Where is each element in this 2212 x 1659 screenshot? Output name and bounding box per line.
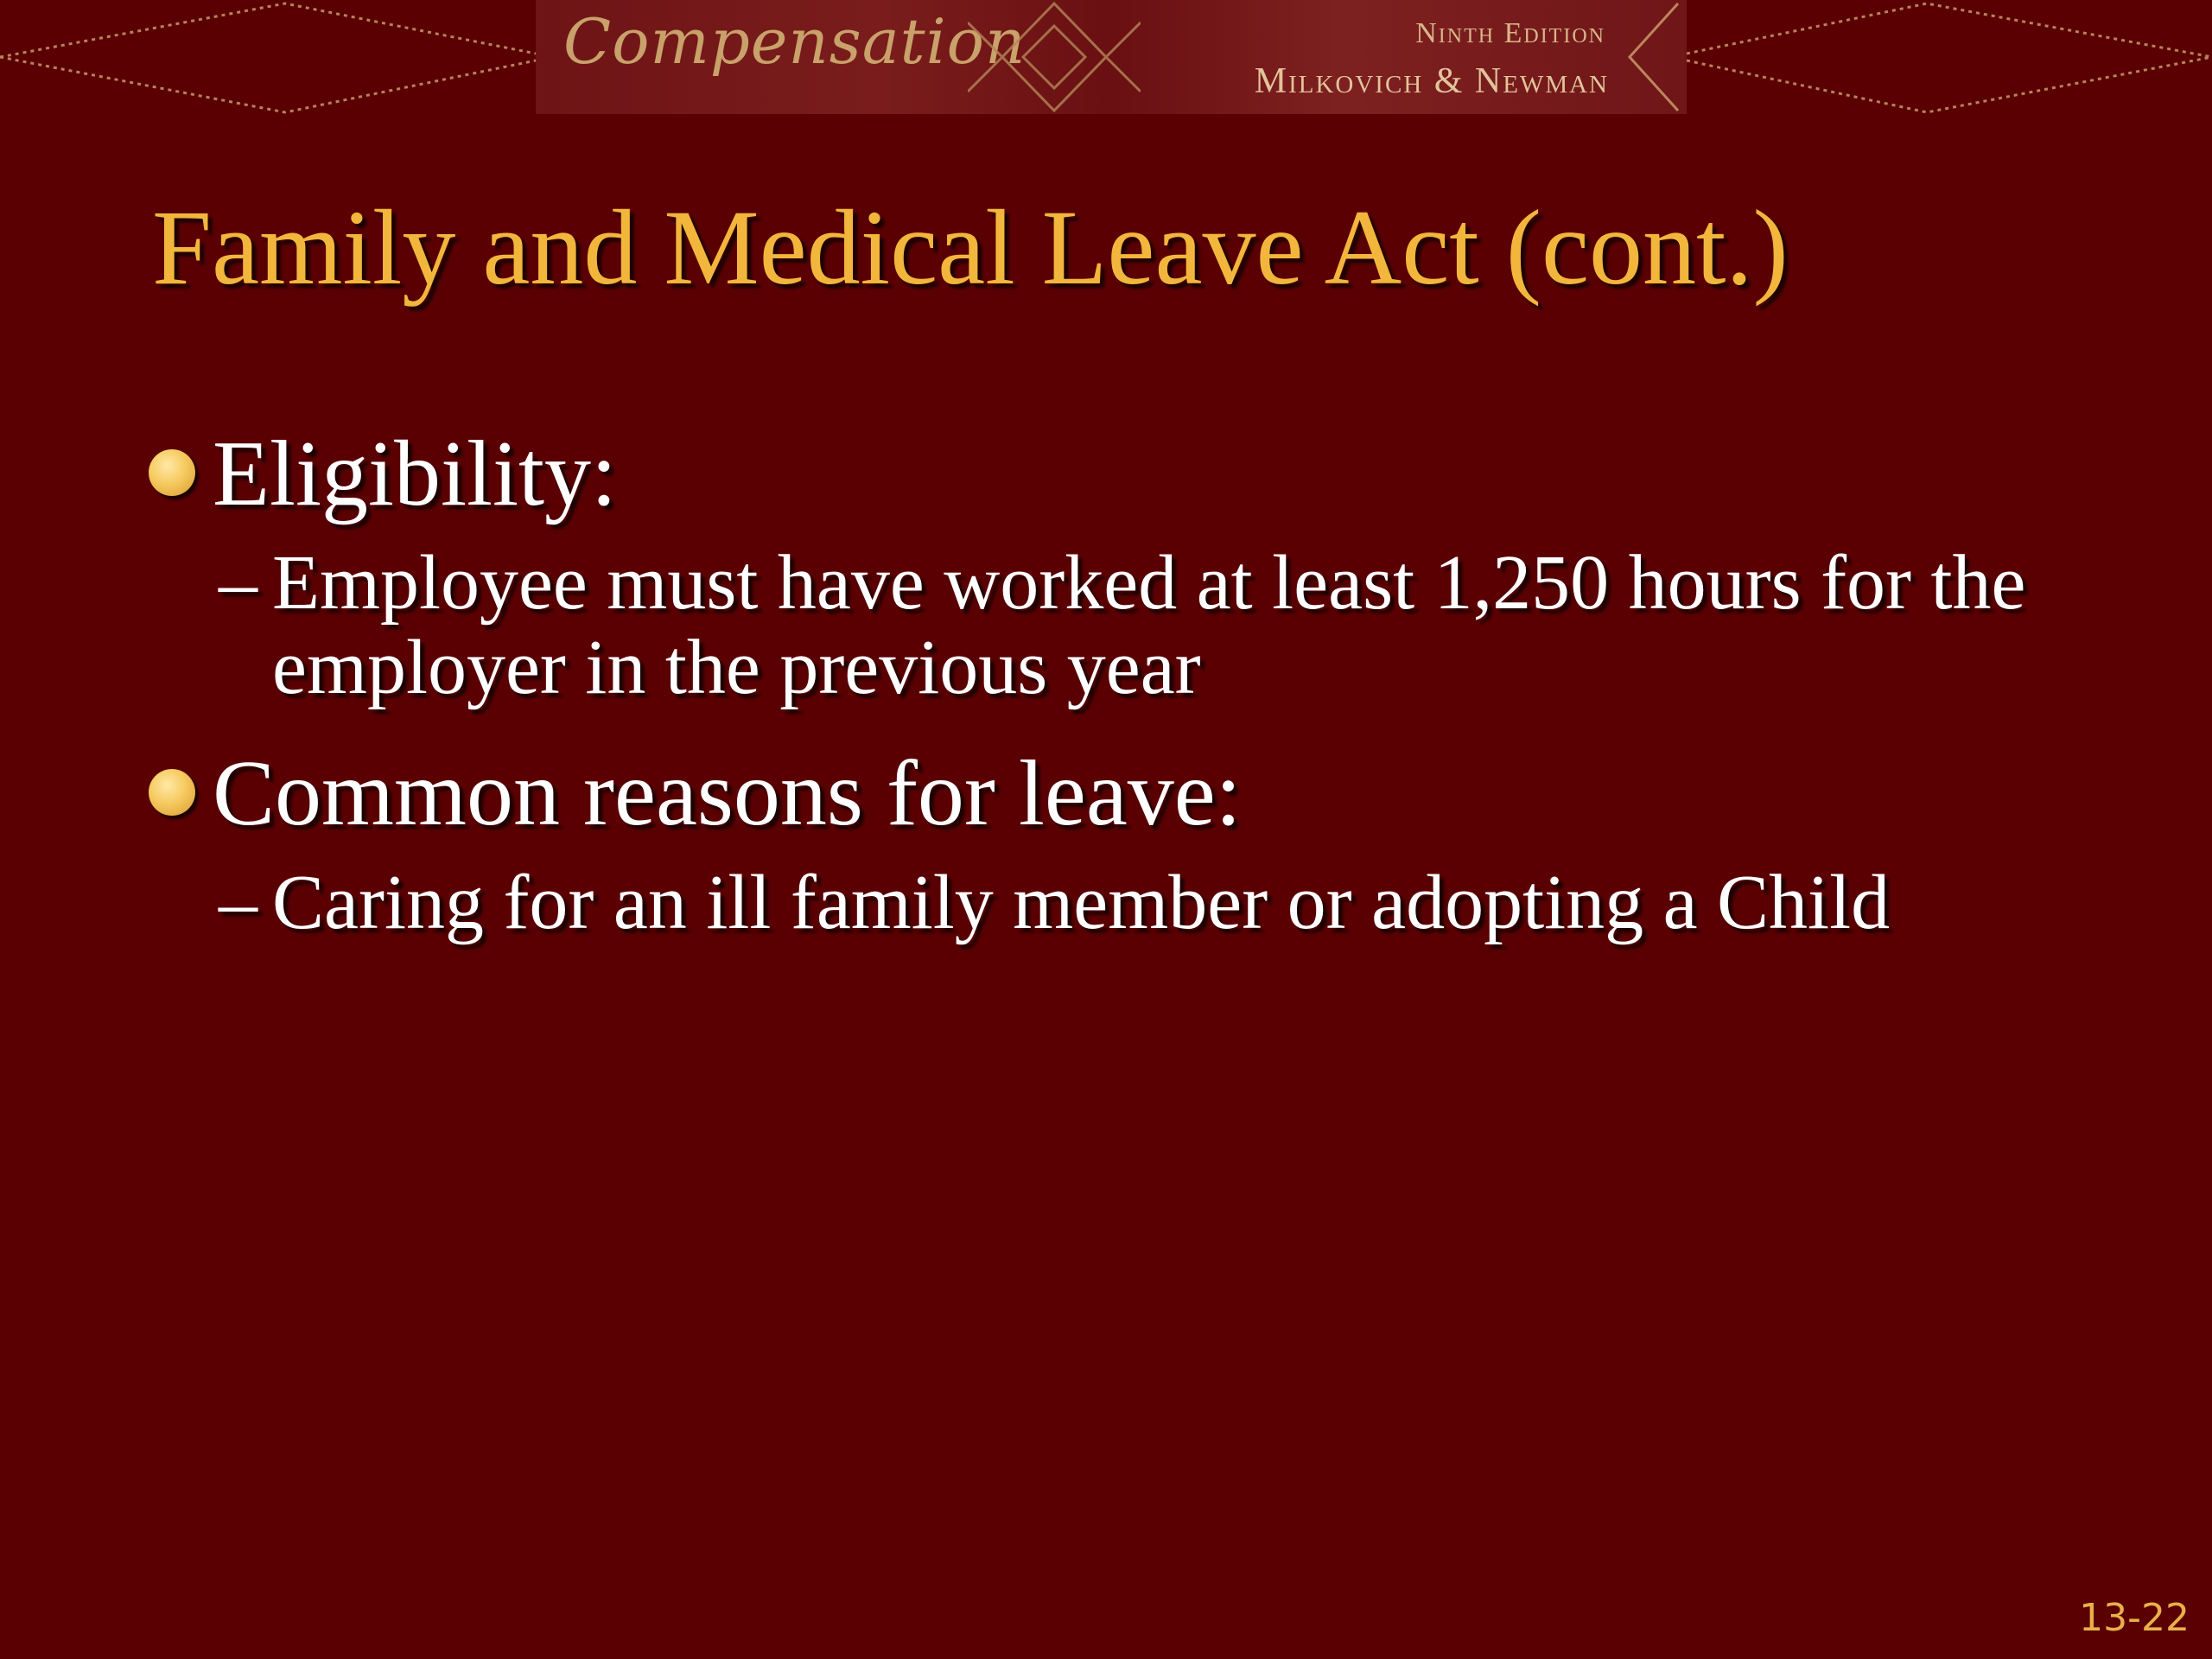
sub-bullet-item <box>219 540 2100 710</box>
sub-bullet-item <box>219 860 2100 945</box>
slide-content <box>147 423 2100 978</box>
bullet-text: Common reasons for leave: <box>213 742 1242 845</box>
edition-label: Ninth Edition <box>1415 17 1605 49</box>
authors-label: Milkovich & Newman <box>1254 61 1609 101</box>
bullet-item <box>147 743 2100 845</box>
bullet-text: Eligibility: <box>213 423 618 525</box>
sub-bullet-text: Caring for an ill family member or adopting a Child <box>272 860 1891 945</box>
diamond-ornament-icon <box>968 0 1141 114</box>
bullet-icon <box>149 449 195 496</box>
dash-icon: – <box>219 540 257 626</box>
chevron-ornament-icon <box>1618 0 1687 114</box>
dash-icon: – <box>219 860 257 945</box>
bullet-icon <box>149 769 195 816</box>
bullet-item <box>147 423 2100 525</box>
page-number: 13-22 <box>2079 1596 2190 1640</box>
book-logo: Compensation <box>563 5 1027 78</box>
slide-title: Family and Medical Leave Act (cont.) <box>152 188 1789 307</box>
sub-bullet-text: Employee must have worked at least 1,250 hours for the employer in the previous year <box>272 540 2026 710</box>
header-banner <box>536 0 1687 114</box>
